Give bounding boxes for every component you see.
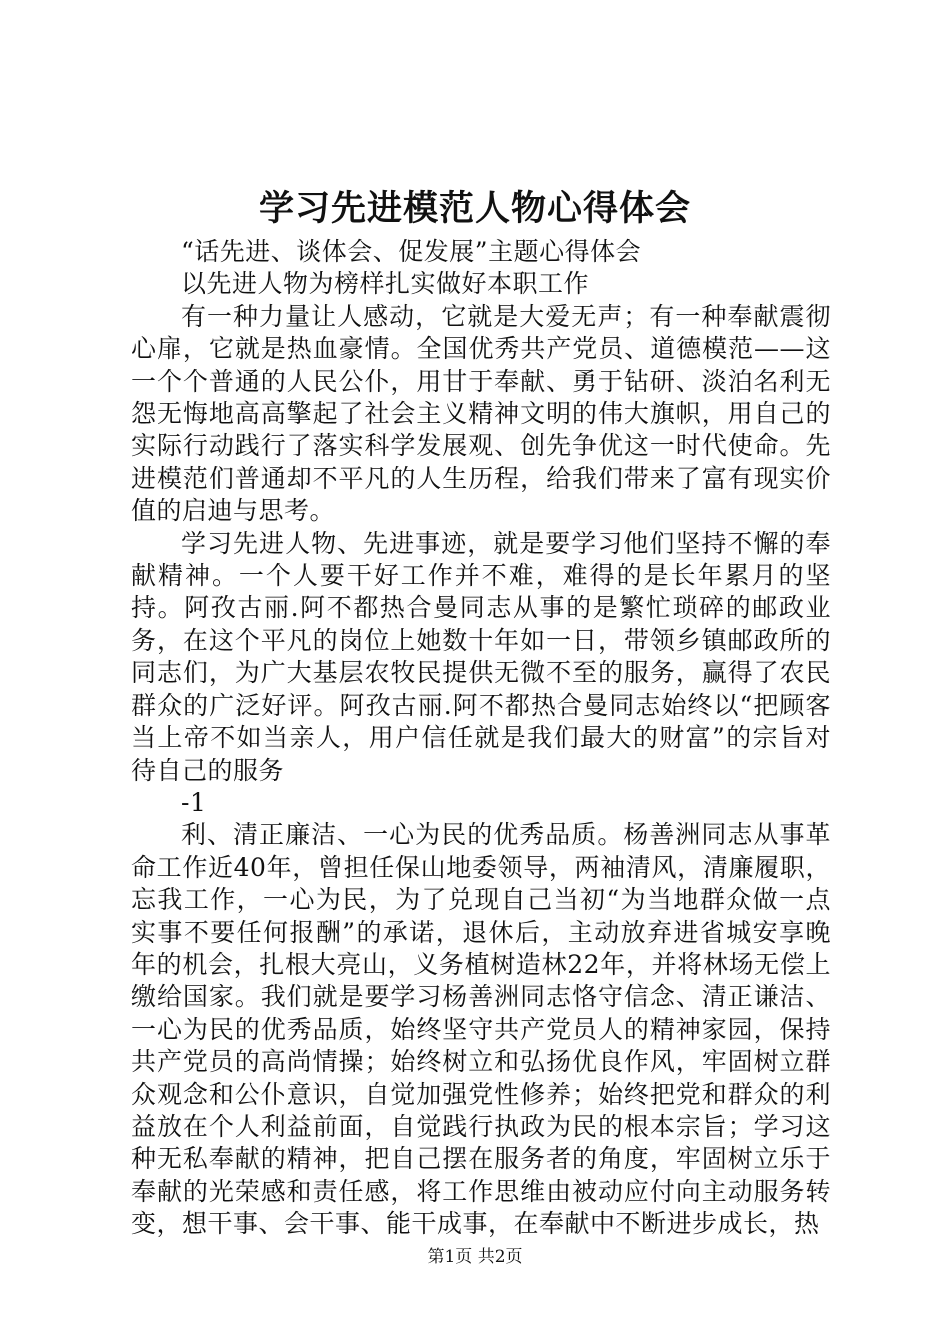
page-marker: -1 xyxy=(181,787,207,817)
document-body xyxy=(131,236,831,1241)
body-paragraph: 学习先进人物、先进事迹，就是要学习他们坚持不懈的奉献精神。一个人要干好工作并不难，难得的是长年累月的坚持。阿孜古丽.阿不都热合曼同志从事的是繁忙琐碎的邮政业务，在这个平凡的岗位上她数十年如一日，带领乡镇邮政所的同志们，为广大基层农牧民提供无微不至的服务，赢得了农民群众的广泛好评。阿孜古丽.阿不都热合曼同志始终以“把顾客当上帝不如当亲人，用户信任就是我们最大的财富”的宗旨对待自己的服务 xyxy=(131,528,831,785)
heading-paragraph: 以先进人物为榜样扎实做好本职工作 xyxy=(181,269,590,299)
body-paragraph: 有一种力量让人感动，它就是大爱无声；有一种奉献震彻心扉，它就是热血豪情。全国优秀共产党员、道德模范——这一个个普通的人民公仆，用甘于奉献、勇于钻研、淡泊名利无怨无悔地高高擎起了社会主义精神文明的伟大旗帜，用自己的实际行动践行了落实科学发展观、创先争优这一时代使命。先进模范们普通却不平凡的人生历程，给我们带来了富有现实价值的启迪与思考。 xyxy=(131,301,831,526)
body-paragraph: 利、清正廉洁、一心为民的优秀品质。杨善洲同志从事革命工作近40年，曾担任保山地委领导，两袖清风，清廉履职，忘我工作，一心为民，为了兑现自己当初“为当地群众做一点实事不要任何报酬”的承诺，退休后，主动放弃进省城安享晚年的机会，扎根大亮山，义务植树造林22年，并将林场无偿上缴给国家。我们就是要学习杨善洲同志恪守信念、清正谦洁、一心为民的优秀品质，始终坚守共产党员人的精神家园，保持共产党员的高尚情操；始终树立和弘扬优良作风，牢固树立群众观念和公仆意识，自觉加强党性修养；始终把党和群众的利益放在个人利益前面，自觉践行执政为民的根本宗旨；学习这种无私奉献的精神，把自己摆在服务者的角度，牢固树立乐于奉献的光荣感和责任感，将工作思维由被动应付向主动服务转变，想干事、会干事、能干成事，在奉献中不断进步成长，热 xyxy=(131,820,831,1239)
subtitle-paragraph: “话先进、谈体会、促发展”主题心得体会 xyxy=(181,237,642,266)
document-title: 学习先进模范人物心得体会 xyxy=(258,188,691,229)
page-footer: 第1页 共2页 xyxy=(427,1247,523,1267)
